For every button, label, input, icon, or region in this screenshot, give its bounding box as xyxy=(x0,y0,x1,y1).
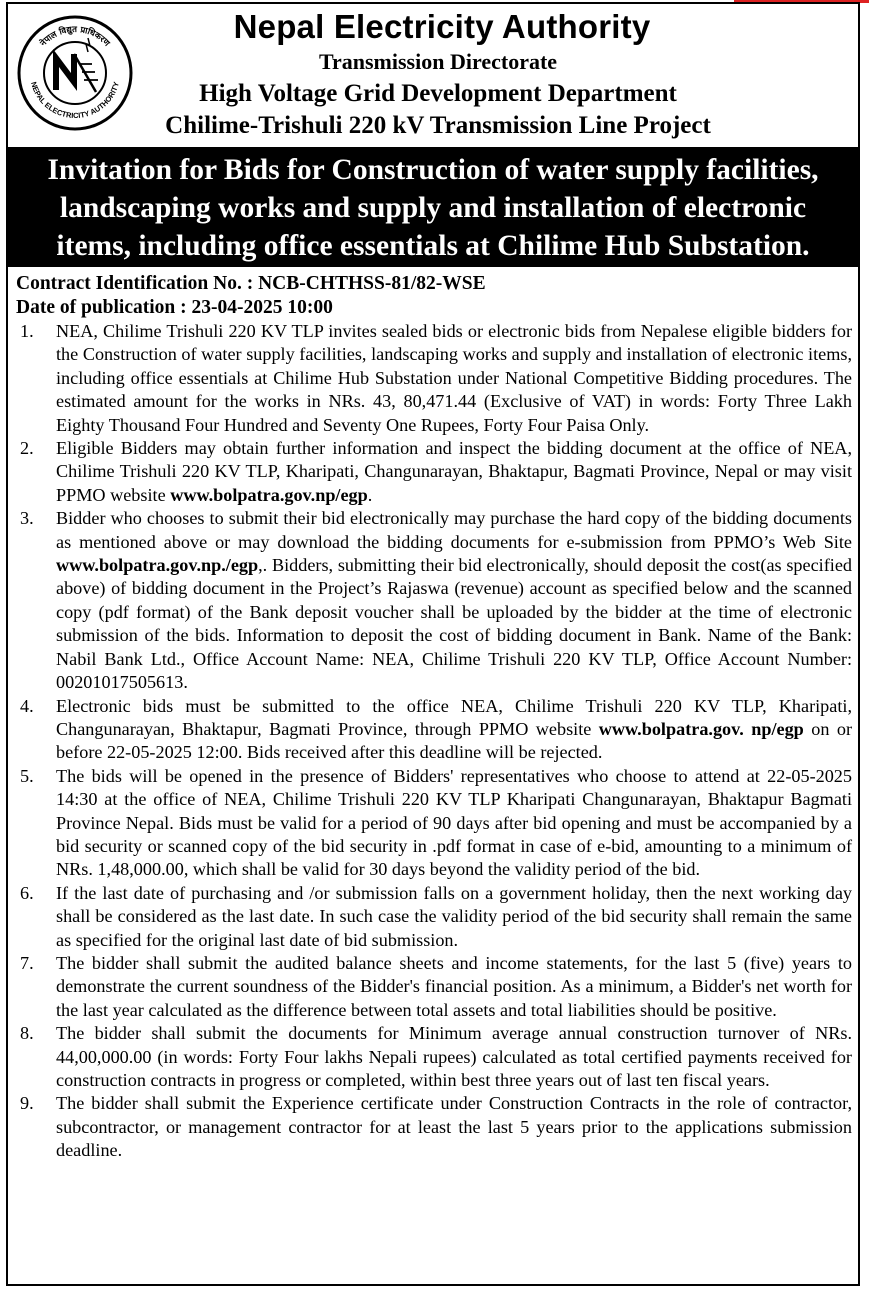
ppmo-website-link[interactable]: www.bolpatra.gov. np/egp xyxy=(598,718,804,739)
nea-logo-icon xyxy=(16,14,134,132)
title-line-3: items, including office essentials at Chilime Hub Substation. xyxy=(56,230,810,262)
clause-8 xyxy=(16,1022,852,1092)
clause-text-end: on or before 22-05-2025 12:00. Bids received after this deadline will be rejected. xyxy=(56,718,852,763)
publication-date: Date of publication : 23-04-2025 10:00 xyxy=(16,297,333,318)
contract-identification: Contract Identification No. : NCB-CHTHSS-81/82-WSE xyxy=(16,273,486,294)
clause-number: 4. xyxy=(20,695,34,716)
clause-text: The bidder shall submit the Experience certificate under Construction Contracts in the role of contractor, subcontractor, or management contractor for at least the last 5 years prior to the applications submission deadline. xyxy=(56,1093,852,1161)
clause-text: Electronic bids must be submitted to the office NEA, Chilime Trishuli 220 KV TLP, Kharipati, Changunarayan, Bhaktapur, Bagmati Province, through PPMO website xyxy=(56,695,852,739)
clause-7 xyxy=(16,952,852,1022)
clause-text: If the last date of purchasing and /or submission falls on a government holiday, then the next working day shall be considered as the last date. In such case the validity period of the bid security shall remain the same as specified for the original last date of bid submission. xyxy=(56,882,852,950)
department-name: High Voltage Grid Development Department xyxy=(199,80,677,107)
clause-text: Eligible Bidders may obtain further information and inspect the bidding document at the office of NEA, Chilime Trishuli 220 KV TLP, Kharipati, Changunarayan, Bhaktapur, Bagmati Province, Nepal or may visit PPMO website xyxy=(56,438,852,505)
clause-text-end: ,. Bidders, submitting their bid electronically, should deposit the cost(as specified above) of bidding document in the Project’s Rajaswa (revenue) account as specified below and the scanned copy (pdf format) of the Bank deposit voucher shall be uploaded by the bidder at the time of electronic submission of the bids. Information to deposit the cost of bidding document in Bank. Name of the Bank: Nabil Bank Ltd., Office Account Name: NEA, Chilime Trishuli 220 KV TLP, Office Account Number: 00201017505613. xyxy=(56,555,852,693)
title-line-2: landscaping works and supply and installation of electronic xyxy=(59,192,807,224)
ppmo-website-link[interactable]: www.bolpatra.gov.np./egp xyxy=(56,555,259,576)
clause-text: The bids will be opened in the presence of Bidders' representatives who choose to attend at 22-05-2025 14:30 at the office of NEA, Chilime Trishuli 220 KV TLP Kharipati Changunarayan, Bhaktapur Bagmati Province Nepal. Bids must be valid for a period of 90 days after bid opening and must be accompanied by a bid security or scanned copy of the bid security in .pdf format in case of e-bid, amounting to a minimum of NRs. 1,48,000.00, which shall be valid for 30 days beyond the validity period of the bid. xyxy=(56,765,852,880)
project-name: Chilime-Trishuli 220 kV Transmission Line Project xyxy=(165,112,711,139)
clause-5 xyxy=(16,765,852,882)
clause-1 xyxy=(16,320,852,437)
ppmo-website-link[interactable]: www.bolpatra.gov.np/egp xyxy=(170,484,368,505)
clause-number: 8. xyxy=(20,1023,34,1044)
clause-text-end: . xyxy=(367,484,373,505)
logo-text-bottom: NEPAL ELECTRICITY AUTHORITY xyxy=(29,80,121,121)
clause-2 xyxy=(16,437,852,507)
clause-number: 1. xyxy=(20,321,34,341)
logo-text-top: नेपाल विद्युत प्राधिकरण xyxy=(38,24,112,49)
notice-frame xyxy=(6,2,860,1286)
clause-text: NEA, Chilime Trishuli 220 KV TLP invites sealed bids or electronic bids from Nepalese eligible bidders for the Construction of water supply facilities, landscaping works and supply and installation of electronic items, including office essentials at Chilime Hub Substation under National Competitive Bidding procedures. The estimated amount for the works in NRs. 43, 80,471.44 (Exclusive of VAT) in words: Forty Three Lakh Eighty Thousand Four Hundred and Seventy One Rupees, Forty Four Paisa Only. xyxy=(56,321,852,435)
clause-9 xyxy=(16,1092,852,1162)
clause-text: The bidder shall submit the audited balance sheets and income statements, for the last 5 (five) years to demonstrate the current soundness of the Bidder's financial position. As a minimum, a Bidder's net worth for the last year calculated as the difference between total assets and total liabilities should be positive. xyxy=(56,952,852,1020)
clause-number: 9. xyxy=(20,1093,34,1114)
clause-text: The bidder shall submit the documents for Minimum average annual construction turnover of NRs. 44,00,000.00 (in words: Forty Four lakhs Nepali rupees) calculated as total certified payments received for construction contracts in progress or completed, within best three years out of last ten fiscal years. xyxy=(56,1023,852,1090)
clause-number: 6. xyxy=(20,882,34,903)
clause-number: 7. xyxy=(20,952,34,973)
header xyxy=(8,4,858,146)
clause-3 xyxy=(16,507,852,694)
notice-body xyxy=(16,272,852,1163)
clause-text: Bidder who chooses to submit their bid electronically may purchase the hard copy of the bidding documents as mentioned above or may download the bidding documents for e-submission from PPMO’s Web Site xyxy=(56,508,852,552)
invitation-title-banner xyxy=(8,147,858,267)
clause-4 xyxy=(16,695,852,765)
clause-list xyxy=(16,320,852,1163)
clause-number: 2. xyxy=(20,438,34,459)
clause-number: 5. xyxy=(20,765,34,786)
organization-name: Nepal Electricity Authority xyxy=(233,8,651,45)
clause-6 xyxy=(16,882,852,952)
directorate-name: Transmission Directorate xyxy=(318,49,558,74)
title-line-1: Invitation for Bids for Construction of water supply facilities, xyxy=(47,154,819,186)
clause-number: 3. xyxy=(20,508,34,529)
svg-text:नेपाल विद्युत प्राधिकरण xyxy=(37,25,112,50)
